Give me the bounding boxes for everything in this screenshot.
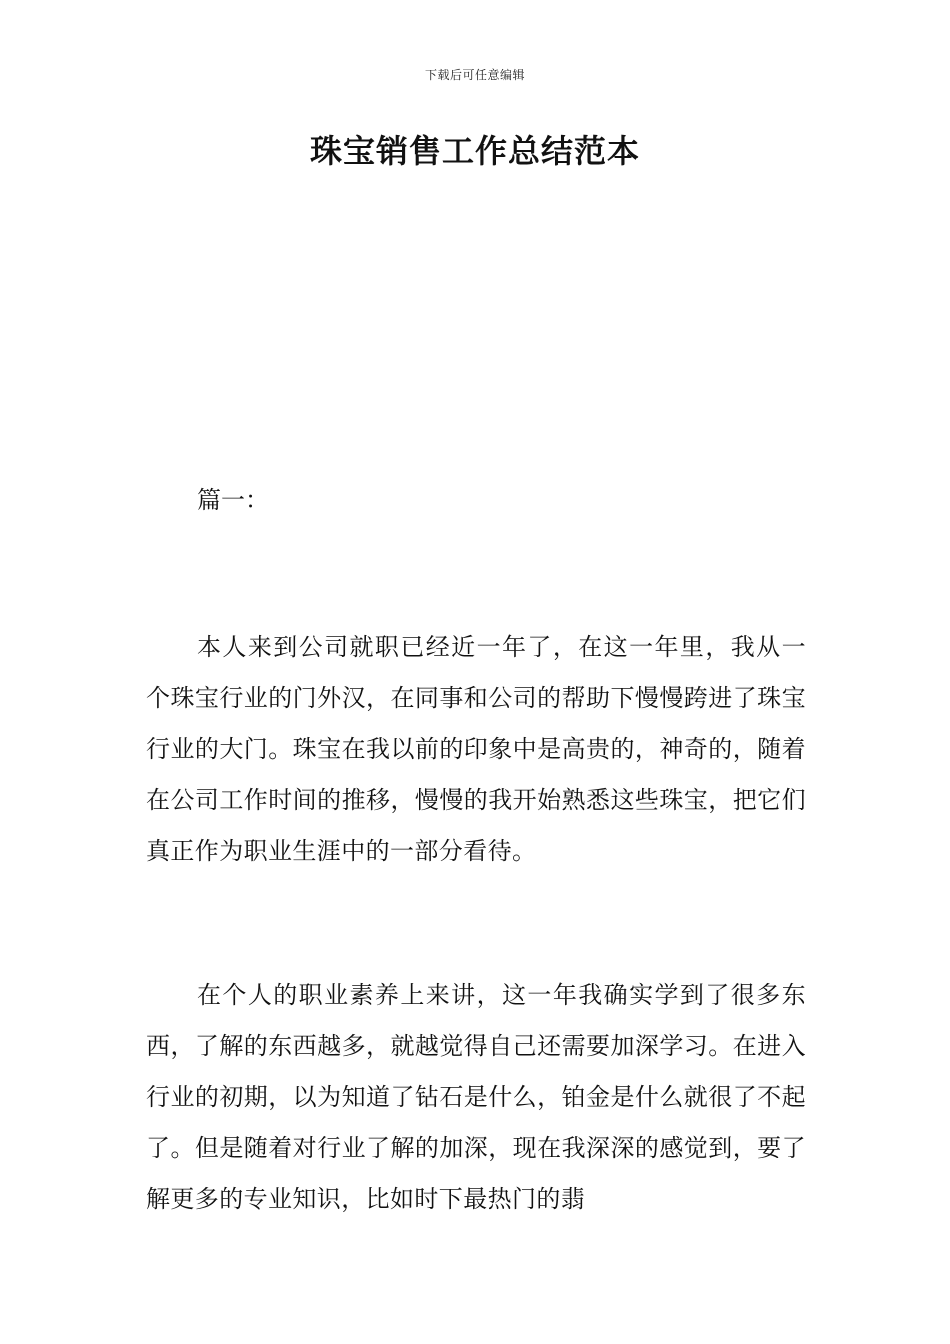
body-paragraph-1: 本人来到公司就职已经近一年了，在这一年里，我从一个珠宝行业的门外汉，在同事和公司的帮助下慢慢跨进了珠宝行业的大门。珠宝在我以前的印象中是高贵的，神奇的，随着在公司工作时间的推移，慢慢的我开始熟悉这些珠宝，把它们真正作为职业生涯中的一部分看待。: [146, 633, 806, 865]
section-heading: 篇一：: [197, 486, 269, 514]
header-note: 下载后可任意编辑: [424, 68, 525, 82]
body-paragraph-2: 在个人的职业素养上来讲，这一年我确实学到了很多东西，了解的东西越多，就越觉得自己还需要加深学习。在进入行业的初期，以为知道了钻石是什么，铂金是什么就很了不起了。但是随着对行业了解的加深，现在我深深的感觉到，要了解更多的专业知识，比如时下最热门的翡: [146, 981, 806, 1213]
document-title: 珠宝销售工作总结范本: [309, 132, 640, 170]
